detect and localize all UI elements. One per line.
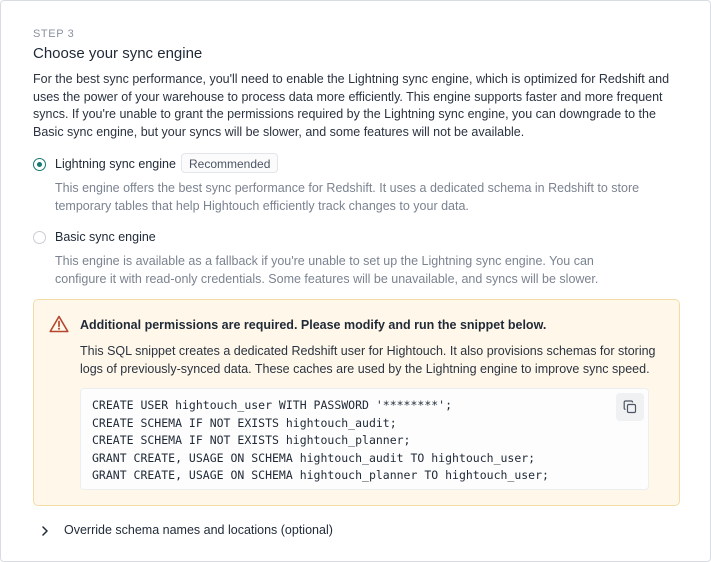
recommended-badge: Recommended (181, 153, 278, 173)
code-line: CREATE SCHEMA IF NOT EXISTS hightouch_audit; (92, 415, 397, 430)
code-line: CREATE USER hightouch_user WITH PASSWORD '********'; (92, 398, 453, 412)
step-label: STEP 3 (33, 28, 75, 40)
copy-button[interactable] (616, 393, 644, 421)
copy-icon (623, 400, 637, 414)
lightning-label[interactable]: Lightning sync engine (55, 157, 176, 171)
code-line: CREATE SCHEMA IF NOT EXISTS hightouch_planner; (92, 433, 411, 447)
override-schema-label[interactable]: Override schema names and locations (optional) (64, 523, 333, 537)
callout-title: Additional permissions are required. Please modify and run the snippet below. (80, 318, 547, 332)
code-line: GRANT CREATE, USAGE ON SCHEMA hightouch_audit TO hightouch_user; (92, 450, 536, 465)
lightning-description: This engine offers the best sync performance for Redshift. It uses a dedicated schema in Redshift to store temporary tables that help Hightouch efficiently track changes to your data. (55, 181, 640, 213)
sql-code (92, 397, 549, 485)
permissions-callout (33, 299, 680, 506)
page-title: Choose your sync engine (33, 45, 203, 62)
basic-label[interactable]: Basic sync engine (55, 230, 156, 244)
sql-snippet[interactable] (80, 388, 649, 490)
code-line: GRANT CREATE, USAGE ON SCHEMA hightouch_planner TO hightouch_user; (92, 468, 549, 482)
basic-radio[interactable] (33, 231, 46, 244)
chevron-right-icon (41, 526, 49, 536)
callout-body: This SQL snippet creates a dedicated Redshift user for Hightouch. It also provisions schemas for storing logs of previously-synced data. These caches are used by the Lightning engine to improve sync speed. (80, 344, 656, 376)
basic-description: This engine is available as a fallback if you're unable to set up the Lightning sync engine. You can configure it with read-only credentials. Some features will be unavailable, and syncs will be slower. (55, 254, 599, 286)
intro-text: For the best sync performance, you'll need to enable the Lightning sync engine, which is optimized for Redshift and uses the power of your warehouse to process data more efficiently. This engine supports faster and more frequent syncs. If you're unable to grant the permissions required by the Lightning sync engine, you can downgrade to the Basic sync engine, but your syncs will be slower, and some features will not be available. (33, 72, 670, 139)
lightning-radio[interactable] (33, 158, 46, 171)
warning-triangle-icon (49, 315, 69, 333)
